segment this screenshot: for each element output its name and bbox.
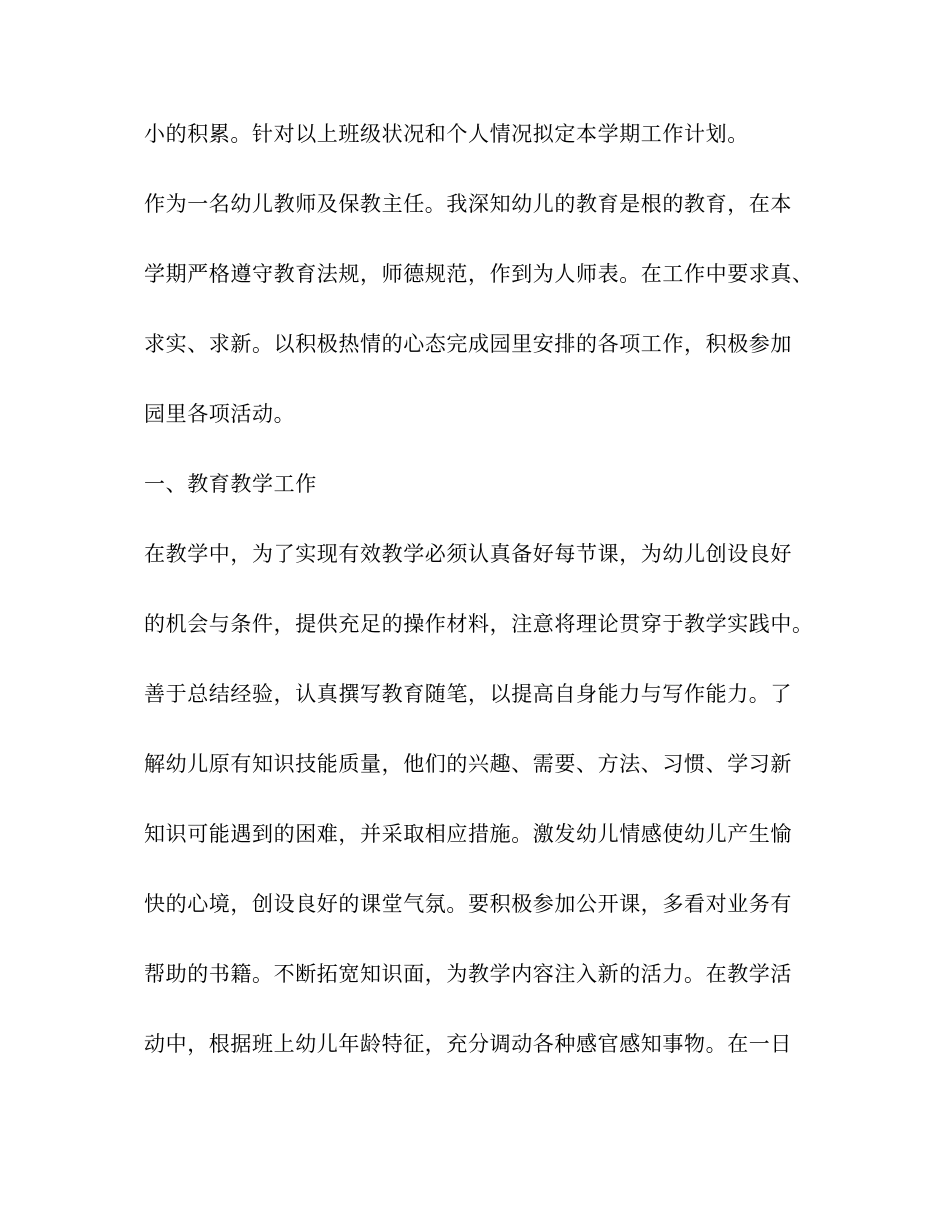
document-body	[144, 124, 824, 1104]
text-line: 在教学中，为了实现有效教学必须认真备好每节课，为幼儿创设良好	[144, 542, 792, 566]
text-line: 学期严格遵守教育法规，师德规范，作到为人师表。在工作中要求真、	[144, 262, 814, 286]
text-line: 园里各项活动。	[144, 402, 296, 426]
text-line: 解幼儿原有知识技能质量，他们的兴趣、需要、方法、习惯、学习新	[144, 752, 792, 776]
text-line: 快的心境，创设良好的课堂气氛。要积极参加公开课，多看对业务有	[144, 892, 792, 916]
text-line: 善于总结经验，认真撰写教育随笔，以提高自身能力与写作能力。了	[144, 682, 792, 706]
text-line: 动中，根据班上幼儿年龄特征，充分调动各种感官感知事物。在一日	[144, 1032, 792, 1056]
text-line: 帮助的书籍。不断拓宽知识面，为教学内容注入新的活力。在教学活	[144, 962, 792, 986]
text-line: 作为一名幼儿教师及保教主任。我深知幼儿的教育是根的教育，在本	[144, 192, 792, 216]
section-heading: 一、教育教学工作	[144, 472, 317, 496]
text-line: 的机会与条件，提供充足的操作材料，注意将理论贯穿于教学实践中。	[144, 612, 814, 636]
text-line: 知识可能遇到的困难，并采取相应措施。激发幼儿情感使幼儿产生愉	[144, 822, 792, 846]
text-line: 小的积累。针对以上班级状况和个人情况拟定本学期工作计划。	[144, 122, 749, 146]
text-line: 求实、求新。以积极热情的心态完成园里安排的各项工作，积极参加	[144, 332, 792, 356]
